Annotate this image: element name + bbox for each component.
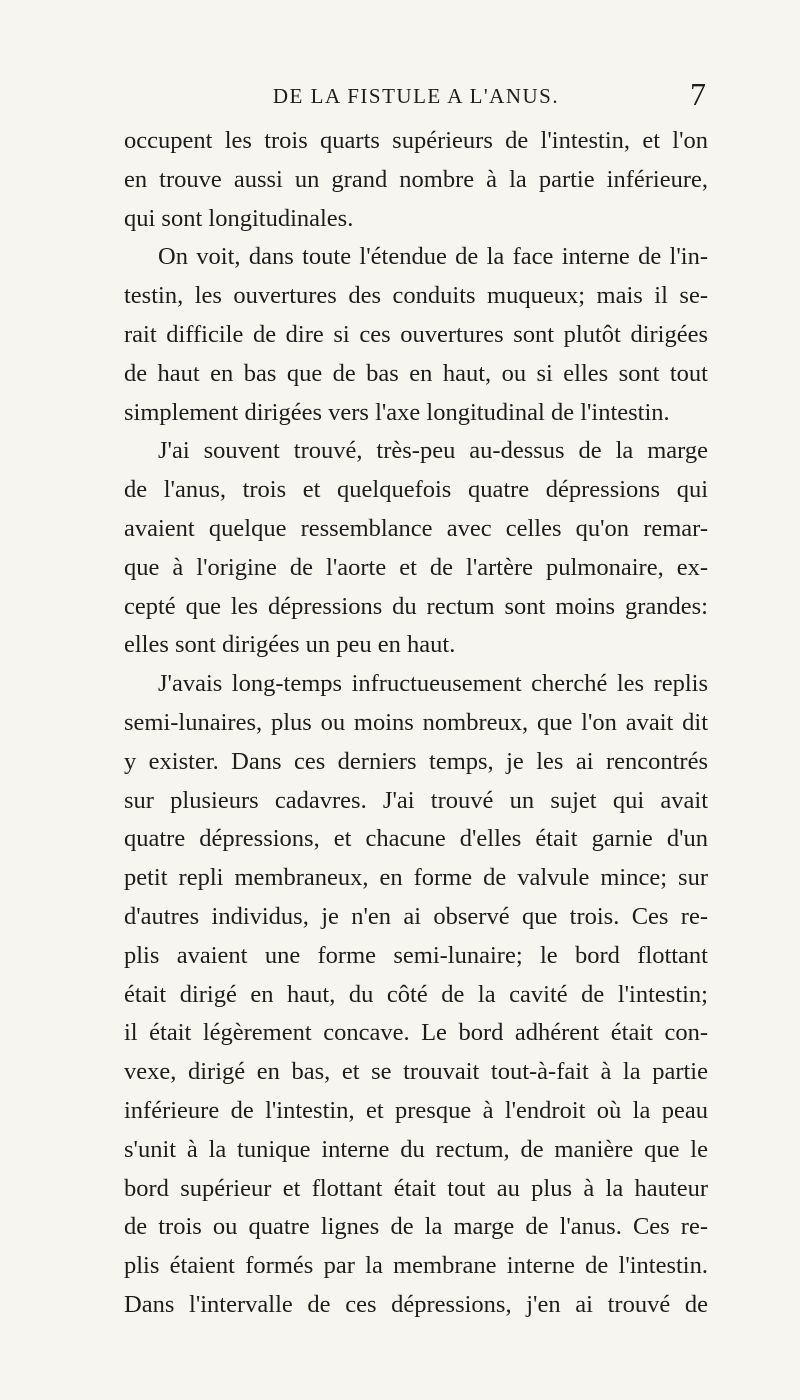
page-number: 7 <box>690 76 706 112</box>
text-line: plis étaient formés par la membrane interne de l'intestin. <box>124 1252 708 1280</box>
text-line: Dans l'intervalle de ces dépressions, j'en ai trouvé de <box>124 1290 708 1318</box>
text-line: vexe, dirigé en bas, et se trouvait tout-à-fait à la partie <box>124 1058 708 1086</box>
text-line: de haut en bas que de bas en haut, ou si elles sont tout <box>124 359 708 387</box>
text-line: plis avaient une forme semi-lunaire; le bord flottant <box>124 941 708 969</box>
text-line: J'avais long-temps infructueusement cherché les replis <box>158 670 708 698</box>
text-line: était dirigé en haut, du côté de la cavité de l'intestin; <box>124 980 708 1008</box>
page-header <box>124 76 708 114</box>
text-line: en trouve aussi un grand nombre à la partie inférieure, <box>124 165 708 193</box>
text-line: que à l'origine de l'aorte et de l'artère pulmonaire, ex- <box>124 553 708 581</box>
text-line: cepté que les dépressions du rectum sont moins grandes: <box>124 592 708 620</box>
text-line: On voit, dans toute l'étendue de la face interne de l'in- <box>158 243 708 271</box>
text-line: de l'anus, trois et quelquefois quatre dépressions qui <box>124 476 708 504</box>
running-title: DE LA FISTULE A L'ANUS. <box>272 84 560 108</box>
text-line: simplement dirigées vers l'axe longitudinal de l'intestin. <box>124 398 670 426</box>
text-line: inférieure de l'intestin, et presque à l'endroit où la peau <box>124 1096 708 1124</box>
text-line: il était légèrement concave. Le bord adhérent était con- <box>124 1019 708 1047</box>
text-line: d'autres individus, je n'en ai observé que trois. Ces re- <box>124 902 708 930</box>
text-line: quatre dépressions, et chacune d'elles était garnie d'un <box>124 825 708 853</box>
text-line: s'unit à la tunique interne du rectum, de manière que le <box>124 1135 708 1163</box>
text-line: bord supérieur et flottant était tout au plus à la hauteur <box>124 1174 708 1202</box>
text-line: sur plusieurs cadavres. J'ai trouvé un sujet qui avait <box>124 786 708 814</box>
text-line: qui sont longitudinales. <box>124 204 354 232</box>
text-line: semi-lunaires, plus ou moins nombreux, que l'on avait dit <box>124 708 708 736</box>
text-line: de trois ou quatre lignes de la marge de l'anus. Ces re- <box>124 1213 708 1241</box>
text-line: J'ai souvent trouvé, très-peu au-dessus de la marge <box>158 437 708 465</box>
text-line: petit repli membraneux, en forme de valvule mince; sur <box>124 864 708 892</box>
text-line: testin, les ouvertures des conduits muqueux; mais il se- <box>124 282 708 310</box>
text-line: y exister. Dans ces derniers temps, je les ai rencontrés <box>124 747 708 775</box>
text-line: avaient quelque ressemblance avec celles qu'on remar- <box>124 514 708 542</box>
text-line: elles sont dirigées un peu en haut. <box>124 631 456 659</box>
text-line: occupent les trois quarts supérieurs de l'intestin, et l'on <box>124 127 708 154</box>
text-line: rait difficile de dire si ces ouvertures sont plutôt dirigées <box>124 320 708 348</box>
body-text <box>124 122 708 1325</box>
